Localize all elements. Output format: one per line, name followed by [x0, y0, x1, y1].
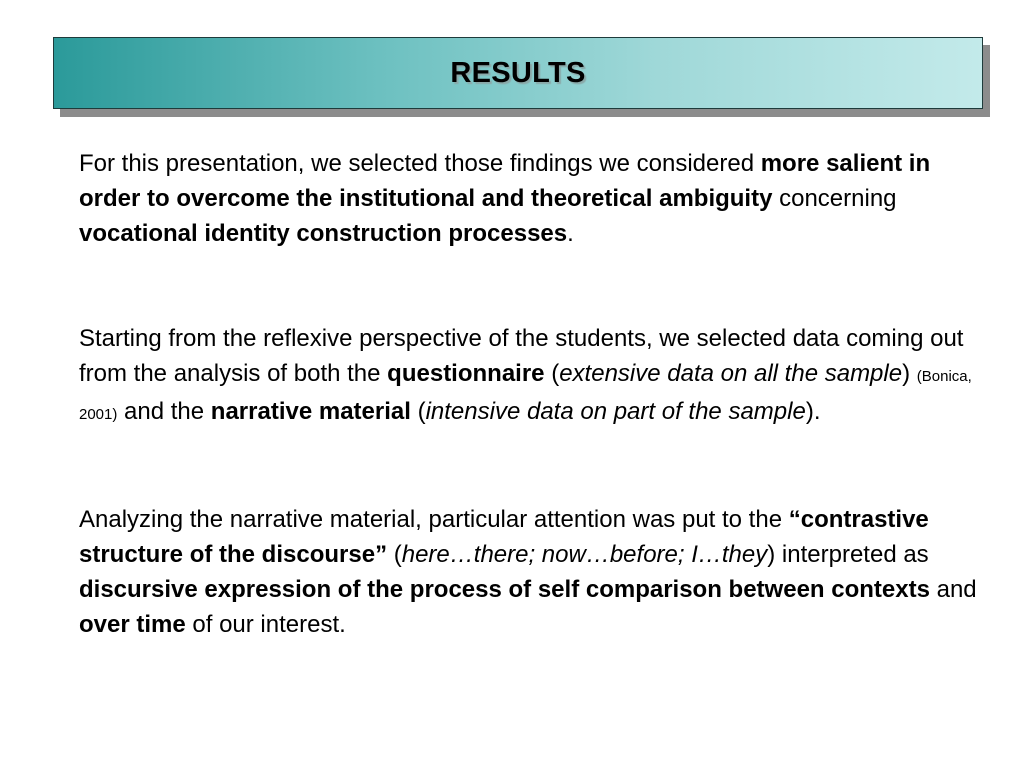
text-run-bold: “contrastive structure of the discourse”	[79, 506, 929, 568]
text-run: For this presentation, we selected those findings we considered	[79, 150, 761, 177]
text-run-bold: over time	[79, 611, 186, 638]
text-run: of our interest.	[185, 611, 346, 638]
text-run-italic: extensive data on all the sample	[559, 360, 903, 387]
text-run: ) interpreted as	[767, 541, 929, 568]
text-run: (	[410, 398, 426, 425]
text-run: .	[567, 220, 574, 247]
text-run: concerning	[772, 185, 897, 212]
text-run: and the	[117, 398, 211, 425]
paragraph-narrative-analysis	[79, 502, 979, 642]
text-run: Starting from the reflexive perspective of the students, we selected data coming out from the analysis of both the	[79, 325, 964, 387]
text-run-bold: questionnaire	[387, 360, 545, 387]
text-run-bold: narrative material	[210, 398, 411, 425]
paragraph-data-sources	[79, 321, 979, 432]
text-run-italic: intensive data on part of the sample	[425, 398, 806, 425]
text-run-italic: here…there; now…before; I…they	[401, 541, 768, 568]
citation: (Bonica, 2001)	[79, 368, 972, 423]
text-run-bold: more salient in order to overcome the institutional and theoretical ambiguity	[79, 150, 931, 212]
text-run-bold: vocational identity construction processes	[79, 220, 568, 247]
text-run-bold: discursive expression of the process of self comparison between contexts	[79, 576, 930, 603]
slide-title: RESULTS	[450, 56, 586, 89]
title-banner	[53, 37, 983, 109]
text-run: (	[387, 541, 402, 568]
slide-body	[79, 146, 979, 642]
paragraph-findings	[79, 146, 979, 251]
text-run: (	[544, 360, 560, 387]
text-run: ).	[805, 398, 821, 425]
text-run: and	[929, 576, 977, 603]
text-run: )	[902, 360, 917, 387]
text-run: Analyzing the narrative material, particular attention was put to the	[79, 506, 789, 533]
